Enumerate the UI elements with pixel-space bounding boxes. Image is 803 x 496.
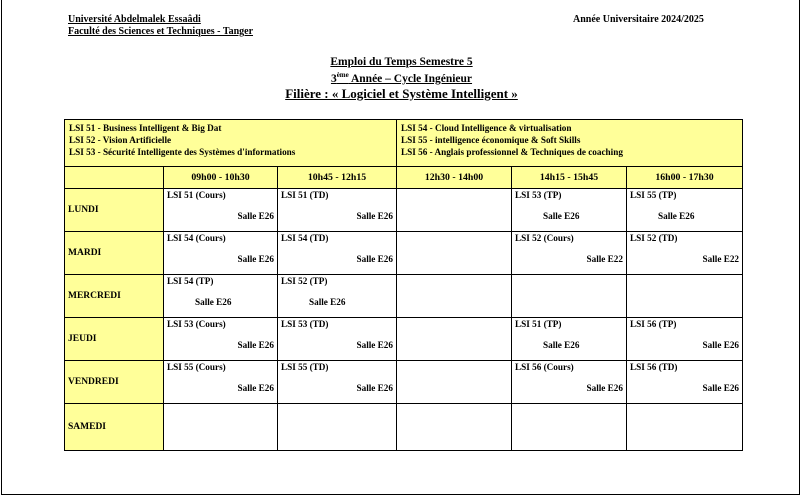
legend-item: LSI 52 - Vision Artificielle (69, 135, 172, 145)
legend-item: LSI 56 - Anglais professionnel & Techniques de coaching (401, 147, 623, 157)
schedule-cell (397, 189, 512, 232)
title-semester: Emploi du Temps Semestre 5 (330, 56, 473, 68)
day-label: MERCREDI (65, 275, 164, 318)
room-label: Salle E26 (237, 254, 274, 264)
day-row (65, 189, 743, 232)
course-label: LSI 51 (Cours) (167, 190, 226, 200)
slot-header: 16h00 - 17h30 (627, 167, 743, 189)
day-row (65, 232, 743, 275)
schedule-cell (627, 404, 743, 451)
slot-header: 12h30 - 14h00 (397, 167, 512, 189)
academic-year: Année Universitaire 2024/2025 (573, 14, 704, 25)
slot-header: 10h45 - 12h15 (278, 167, 397, 189)
course-label: LSI 56 (TD) (630, 362, 678, 372)
slot-header-row (65, 167, 743, 189)
room-label: Salle E22 (586, 254, 623, 264)
room-label: Salle E26 (356, 254, 393, 264)
schedule-cell (164, 318, 278, 361)
course-label: LSI 55 (TP) (630, 190, 677, 200)
schedule-cell (164, 189, 278, 232)
title-year-rest: Année – Cycle Ingénieur (348, 72, 473, 85)
legend-item: LSI 55 - intelligence économique & Soft Skills (401, 135, 581, 145)
course-label: LSI 54 (TP) (167, 276, 214, 286)
schedule-cell (627, 189, 743, 232)
schedule-cell (278, 404, 397, 451)
room-label: Salle E26 (237, 383, 274, 393)
institution-header (68, 14, 253, 38)
legend-item: LSI 51 - Business Intelligent & Big Dat (69, 123, 222, 133)
schedule-cell (164, 361, 278, 404)
room-label: Salle E26 (586, 383, 623, 393)
course-label: LSI 53 (TD) (281, 319, 329, 329)
room-label: Salle E26 (356, 340, 393, 350)
room-label: Salle E22 (702, 254, 740, 264)
slot-header: 09h00 - 10h30 (164, 167, 278, 189)
schedule-cell (627, 318, 743, 361)
room-label: Salle E26 (356, 383, 393, 393)
course-label: LSI 53 (Cours) (167, 319, 226, 329)
schedule-cell (278, 232, 397, 275)
schedule-cell (627, 275, 743, 318)
course-label: LSI 54 (TD) (281, 233, 329, 243)
schedule-cell (278, 189, 397, 232)
slot-header: 14h15 - 15h45 (512, 167, 627, 189)
schedule-cell (397, 404, 512, 451)
schedule-cell (164, 275, 278, 318)
title-year-suffix: ème (336, 71, 349, 79)
room-label: Salle E26 (237, 340, 274, 350)
room-label: Salle E26 (356, 211, 393, 221)
schedule-cell (627, 361, 743, 404)
university-name: Université Abdelmalek Essaâdi (68, 14, 201, 25)
day-label: SAMEDI (65, 404, 164, 451)
document-title (0, 56, 803, 101)
day-row (65, 318, 743, 361)
day-label: MARDI (65, 232, 164, 275)
schedule-cell (397, 361, 512, 404)
course-label: LSI 52 (TP) (281, 276, 328, 286)
day-row (65, 361, 743, 404)
title-year-number: 3 (330, 72, 337, 85)
schedule-cell (627, 232, 743, 275)
day-row (65, 275, 743, 318)
schedule-cell (512, 232, 627, 275)
course-label: LSI 52 (Cours) (515, 233, 574, 243)
room-label: Salle E26 (195, 297, 232, 307)
schedule-cell (512, 275, 627, 318)
course-label: LSI 55 (Cours) (167, 362, 226, 372)
course-label: LSI 56 (TP) (630, 319, 677, 329)
schedule-cell (278, 361, 397, 404)
room-label: Salle E26 (658, 211, 695, 221)
schedule-cell (278, 318, 397, 361)
day-label: JEUDI (65, 318, 164, 361)
room-label: Salle E26 (309, 297, 346, 307)
schedule-cell (164, 232, 278, 275)
schedule-cell (397, 275, 512, 318)
schedule-cell (397, 318, 512, 361)
course-label: LSI 53 (TP) (515, 190, 562, 200)
legend-item: LSI 53 - Sécurité Intelligente des Systèmes d'informations (69, 147, 296, 157)
room-label: Salle E26 (702, 340, 740, 350)
schedule-cell (512, 189, 627, 232)
room-label: Salle E26 (237, 211, 274, 221)
title-filiere: Filière : « Logiciel et Système Intelligent » (285, 85, 518, 101)
legend-row (65, 120, 743, 167)
course-label: LSI 54 (Cours) (167, 233, 226, 243)
schedule-cell (164, 404, 278, 451)
schedule-cell (278, 275, 397, 318)
legend-item: LSI 54 - Cloud Intelligence & virtualisation (401, 123, 572, 133)
legend-right (397, 120, 743, 167)
course-label: LSI 51 (TD) (281, 190, 329, 200)
day-row (65, 404, 743, 451)
schedule-cell (512, 404, 627, 451)
course-label: LSI 52 (TD) (630, 233, 678, 243)
timetable (64, 119, 743, 451)
schedule-cell (397, 232, 512, 275)
day-label: VENDREDI (65, 361, 164, 404)
course-label: LSI 55 (TD) (281, 362, 329, 372)
day-label: LUNDI (65, 189, 164, 232)
title-year (0, 69, 803, 86)
room-label: Salle E26 (543, 340, 580, 350)
room-label: Salle E26 (543, 211, 580, 221)
schedule-cell (512, 318, 627, 361)
schedule-cell (512, 361, 627, 404)
corner-cell (65, 167, 164, 189)
legend-left (65, 120, 397, 167)
faculty-name: Faculté des Sciences et Techniques - Tanger (68, 26, 254, 37)
course-label: LSI 56 (Cours) (515, 362, 574, 372)
course-label: LSI 51 (TP) (515, 319, 562, 329)
room-label: Salle E26 (702, 383, 740, 393)
